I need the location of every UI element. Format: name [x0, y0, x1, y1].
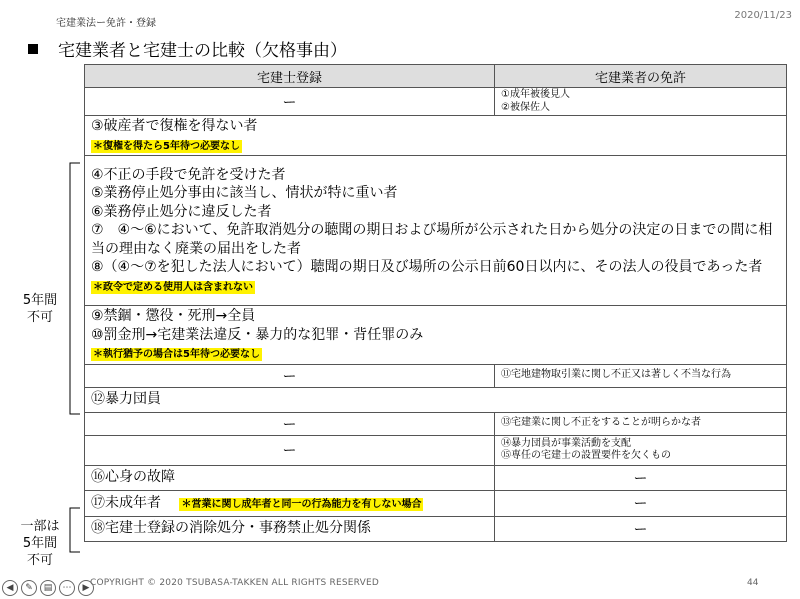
square-bullet-icon: [28, 44, 38, 54]
table-header-row: [85, 65, 787, 88]
breadcrumb: 宅建業法ー免許・登録: [56, 18, 156, 29]
pen-icon[interactable]: ✎: [21, 580, 37, 596]
back-arrow-icon[interactable]: ◀: [2, 580, 18, 596]
table-row: ー ⑭暴力団員が事業活動を支配 ⑮専任の宅建士の設置要件を欠くもの: [85, 435, 787, 465]
partial-five-year-label: 一部は 5年間 不可: [20, 519, 60, 568]
slides-icon[interactable]: ▤: [40, 580, 56, 596]
table-row: ⑱宅建士登録の消除処分・事務禁止処分関係 ー: [85, 516, 787, 541]
partial-bracket: [70, 508, 80, 552]
page-number: 44: [747, 578, 759, 588]
note-highlight: ＊政令で定める使用人は含まれない: [93, 281, 253, 293]
table-row: ⑫暴力団員: [85, 387, 787, 412]
copyright: COPYRIGHT © 2020 TSUBASA-TAKKEN ALL RIGHTS RESERVED: [90, 578, 379, 588]
slide-date: 2020/11/23: [734, 10, 792, 21]
table-row: ③破産者で復権を得ない者 ＊復権を得たら5年待つ必要なし: [85, 116, 787, 156]
page-title: 宅建業者と宅建士の比較（欠格事由）: [58, 41, 347, 61]
table-row: ④不正の手段で免許を受けた者 ⑤業務停止処分事由に該当し、情状が特に重い者 ⑥業務停止処分に違反した者 ⑦ ④〜⑥において、免許取消処分の聴聞の期日および場所が公示された日から処分の決定の日までの間に相当の理由なく廃業の届出をした者 ⑧（④〜⑦を犯した法人において）聴聞の期日及び場所の公示日前60日以内に、その法人の役員であった者 ＊政令で定める使用人は含まれない: [85, 156, 787, 306]
col-header-license: 宅建業者の免許: [495, 65, 787, 88]
five-year-label: 5年間 不可: [22, 293, 58, 325]
table-row: ー ①成年被後見人 ②被保佐人: [85, 88, 787, 116]
table-row: ⑨禁錮・懲役・死刑→全員 ⑩罰金刑→宅建業法違反・暴力的な犯罪・背任罪のみ ＊執行猶予の場合は5年待つ必要なし: [85, 306, 787, 365]
note-highlight: ＊執行猶予の場合は5年待つ必要なし: [93, 349, 260, 360]
five-year-bracket: [70, 163, 80, 414]
more-icon[interactable]: ⋯: [59, 580, 75, 596]
table-row: ⑰未成年者 ＊営業に関し成年者と同一の行為能力を有しない場合 ー: [85, 490, 787, 516]
bracket-lines: [60, 160, 84, 560]
table-row: ー ⑬宅建業に関し不正をすることが明らかな者: [85, 412, 787, 435]
note-highlight: ＊営業に関し成年者と同一の行為能力を有しない場合: [181, 498, 422, 510]
forward-arrow-icon[interactable]: ▶: [78, 580, 94, 596]
table-row: ー ⑪宅地建物取引業に関し不正又は著しく不当な行為: [85, 364, 787, 387]
col-header-registration: 宅建士登録: [85, 65, 495, 88]
title-row: [28, 36, 347, 61]
table-row: ⑯心身の故障 ー: [85, 465, 787, 490]
comparison-table: [84, 64, 787, 542]
viewer-toolbar: [2, 580, 94, 596]
note-highlight: ＊復権を得たら5年待つ必要なし: [93, 140, 240, 152]
